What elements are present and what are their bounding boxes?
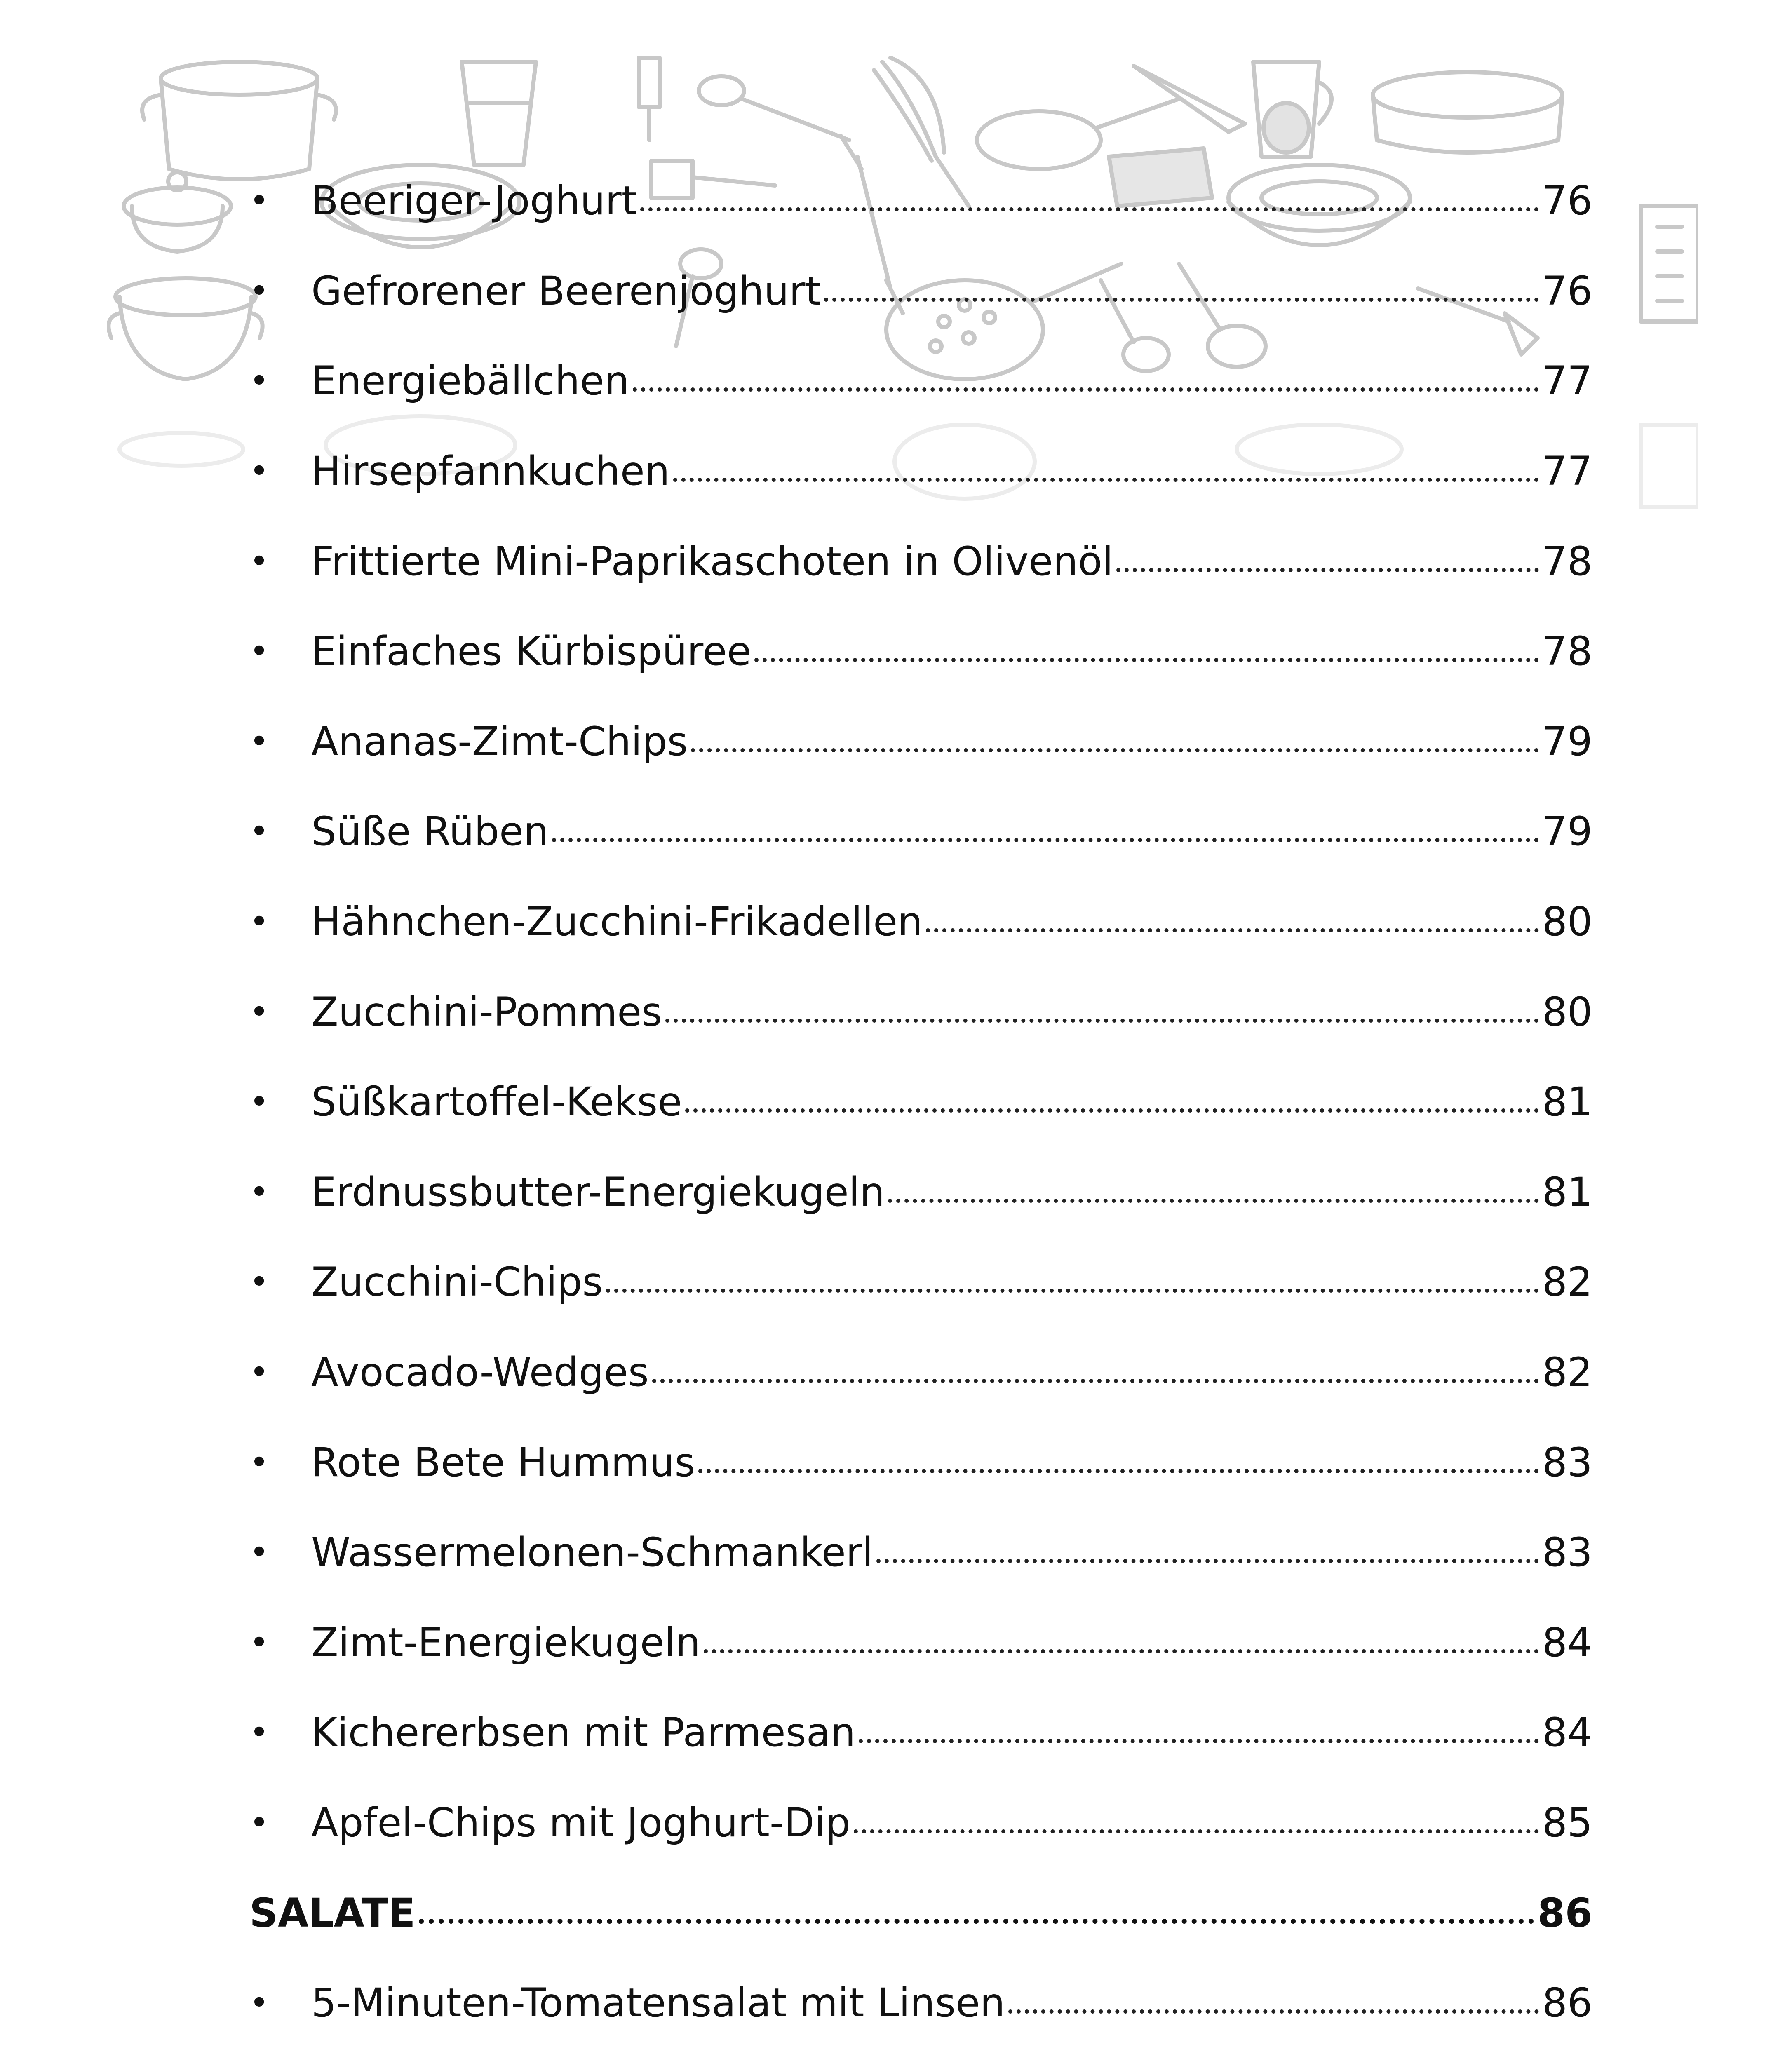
toc-entry-title: Ananas-Zimt-Chips — [311, 718, 688, 765]
toc-entry-title: Wassermelonen-Schmankerl — [311, 1529, 873, 1576]
toc-entry-title: Zucchini-Chips — [311, 1259, 603, 1305]
toc-entry-page: 82 — [1542, 1349, 1592, 1396]
toc-entry-page: 80 — [1542, 899, 1592, 945]
toc-entry-title: Beeriger-Joghurt — [311, 178, 637, 224]
dot-leader — [691, 722, 1538, 761]
toc-entry-page: 81 — [1542, 1079, 1592, 1125]
dot-leader — [673, 451, 1539, 491]
toc-entry[interactable] — [249, 1417, 1592, 1507]
toc-entry[interactable] — [249, 606, 1592, 697]
toc-entry[interactable] — [249, 1327, 1592, 1418]
toc-section-title: SALATE — [249, 1890, 416, 1936]
toc-section-heading[interactable] — [249, 1868, 1592, 1958]
glass-icon — [462, 62, 536, 165]
bullet-icon: • — [249, 1263, 269, 1301]
toc-entry-page: 76 — [1542, 268, 1592, 314]
toc-entry[interactable] — [249, 697, 1592, 787]
toc-entry[interactable] — [249, 1688, 1592, 1778]
toc-entry-title: Apfel-Chips mit Joghurt-Dip — [311, 1799, 851, 1846]
toc-entry-page: 86 — [1542, 1980, 1592, 2026]
spoon-icon — [699, 76, 849, 140]
dot-leader — [633, 361, 1539, 401]
baking-tin-icon — [1373, 72, 1562, 153]
dot-leader — [685, 1082, 1539, 1122]
bullet-icon: • — [249, 812, 269, 851]
toc-entry[interactable] — [249, 1237, 1592, 1327]
knife-icon — [1134, 66, 1245, 132]
toc-entry-page: 79 — [1542, 808, 1592, 855]
bullet-icon: • — [249, 542, 269, 580]
jug-icon — [1253, 62, 1332, 157]
bullet-icon: • — [249, 1803, 269, 1842]
toc-entry-page: 78 — [1542, 538, 1592, 584]
bullet-icon: • — [249, 632, 269, 671]
toc-entry-title: Energiebällchen — [311, 358, 629, 404]
toc-entry-page: 85 — [1542, 1799, 1592, 1846]
toc-entry-title: 5-Minuten-Tomatensalat mit Linsen — [311, 1980, 1005, 2026]
toc-entry-page: 78 — [1542, 628, 1592, 675]
dot-leader — [854, 1803, 1539, 1843]
toc-entry[interactable] — [249, 516, 1592, 606]
pot-icon — [108, 278, 262, 379]
bullet-icon: • — [249, 1353, 269, 1392]
dot-leader — [606, 1262, 1539, 1302]
toc-entry-page: 80 — [1542, 988, 1592, 1035]
dot-leader — [824, 271, 1539, 311]
toc-entry-page: 82 — [1542, 1259, 1592, 1305]
toc-entry[interactable] — [249, 1057, 1592, 1147]
toc-entry[interactable] — [249, 786, 1592, 877]
toc-entry-page: 83 — [1542, 1529, 1592, 1576]
toc-entry[interactable] — [249, 1507, 1592, 1598]
dot-leader — [1008, 1983, 1539, 2023]
toc-entry-title: Süßkartoffel-Kekse — [311, 1079, 682, 1125]
dot-leader — [926, 902, 1539, 941]
toc-entry-page: 84 — [1542, 1619, 1592, 1666]
toc-entry[interactable] — [249, 426, 1592, 516]
dot-leader — [704, 1623, 1539, 1662]
grater-icon — [1641, 206, 1698, 322]
toc-entry[interactable] — [249, 877, 1592, 967]
toc-entry[interactable] — [249, 2048, 1592, 2061]
bullet-icon: • — [249, 1443, 269, 1481]
toc-entry-page: 83 — [1542, 1439, 1592, 1486]
toc-entry[interactable] — [249, 246, 1592, 336]
bullet-icon: • — [249, 452, 269, 491]
bullet-icon: • — [249, 361, 269, 400]
dot-leader — [552, 812, 1539, 851]
bullet-icon: • — [249, 722, 269, 761]
toc-entry-page: 77 — [1542, 358, 1592, 404]
toc-entry[interactable] — [249, 336, 1592, 426]
toc-entry-page: 76 — [1542, 178, 1592, 224]
toc-entry-title: Avocado-Wedges — [311, 1349, 649, 1396]
toc-entry-title: Hähnchen-Zucchini-Frikadellen — [311, 899, 923, 945]
dot-leader — [876, 1533, 1539, 1572]
toc-entry-title: Süße Rüben — [311, 808, 549, 855]
toc-section-page: 86 — [1537, 1890, 1592, 1936]
toc-entry-title: Gefrorener Beerenjoghurt — [311, 268, 821, 314]
toc-entry[interactable] — [249, 1598, 1592, 1688]
bullet-icon: • — [249, 1082, 269, 1121]
dot-leader — [888, 1172, 1539, 1212]
table-of-contents — [249, 156, 1592, 2061]
bullet-icon: • — [249, 992, 269, 1031]
toc-entry[interactable] — [249, 1778, 1592, 1868]
dot-leader — [419, 1893, 1534, 1933]
toc-entry-page: 81 — [1542, 1169, 1592, 1215]
bullet-icon: • — [249, 902, 269, 941]
toc-entry[interactable] — [249, 156, 1592, 246]
toc-entry-page: 84 — [1542, 1709, 1592, 1756]
toc-entry[interactable] — [249, 1147, 1592, 1237]
toc-entry-title: Erdnussbutter-Energiekugeln — [311, 1169, 885, 1215]
dot-leader — [1116, 542, 1538, 581]
toc-entry-title: Frittierte Mini-Paprikaschoten in Olivenöl — [311, 538, 1113, 584]
bullet-icon: • — [249, 1984, 269, 2022]
bullet-icon: • — [249, 1533, 269, 1572]
bullet-icon: • — [249, 1623, 269, 1662]
bullet-icon: • — [249, 181, 269, 220]
toc-entry-page: 77 — [1542, 448, 1592, 495]
toc-entry-page: 79 — [1542, 718, 1592, 765]
dot-leader — [652, 1352, 1539, 1392]
dot-leader — [754, 631, 1538, 671]
toc-entry-title: Rote Bete Hummus — [311, 1439, 695, 1486]
toc-entry-title: Hirsepfannkuchen — [311, 448, 670, 495]
spatula-icon — [639, 58, 660, 140]
toc-entry-title: Einfaches Kürbispüree — [311, 628, 752, 675]
dot-leader — [698, 1443, 1538, 1482]
dot-leader — [859, 1713, 1538, 1752]
bullet-icon: • — [249, 1172, 269, 1211]
toc-entry[interactable] — [249, 1958, 1592, 2048]
dot-leader — [640, 181, 1539, 221]
dot-leader — [665, 992, 1539, 1032]
sugar-bowl-icon — [124, 172, 231, 251]
toc-entry-title: Zimt-Energiekugeln — [311, 1619, 701, 1666]
bullet-icon: • — [249, 1713, 269, 1752]
toc-entry-title: Kichererbsen mit Parmesan — [311, 1709, 856, 1756]
toc-entry[interactable] — [249, 967, 1592, 1057]
bullet-icon: • — [249, 271, 269, 310]
toc-entry-title: Zucchini-Pommes — [311, 988, 662, 1035]
